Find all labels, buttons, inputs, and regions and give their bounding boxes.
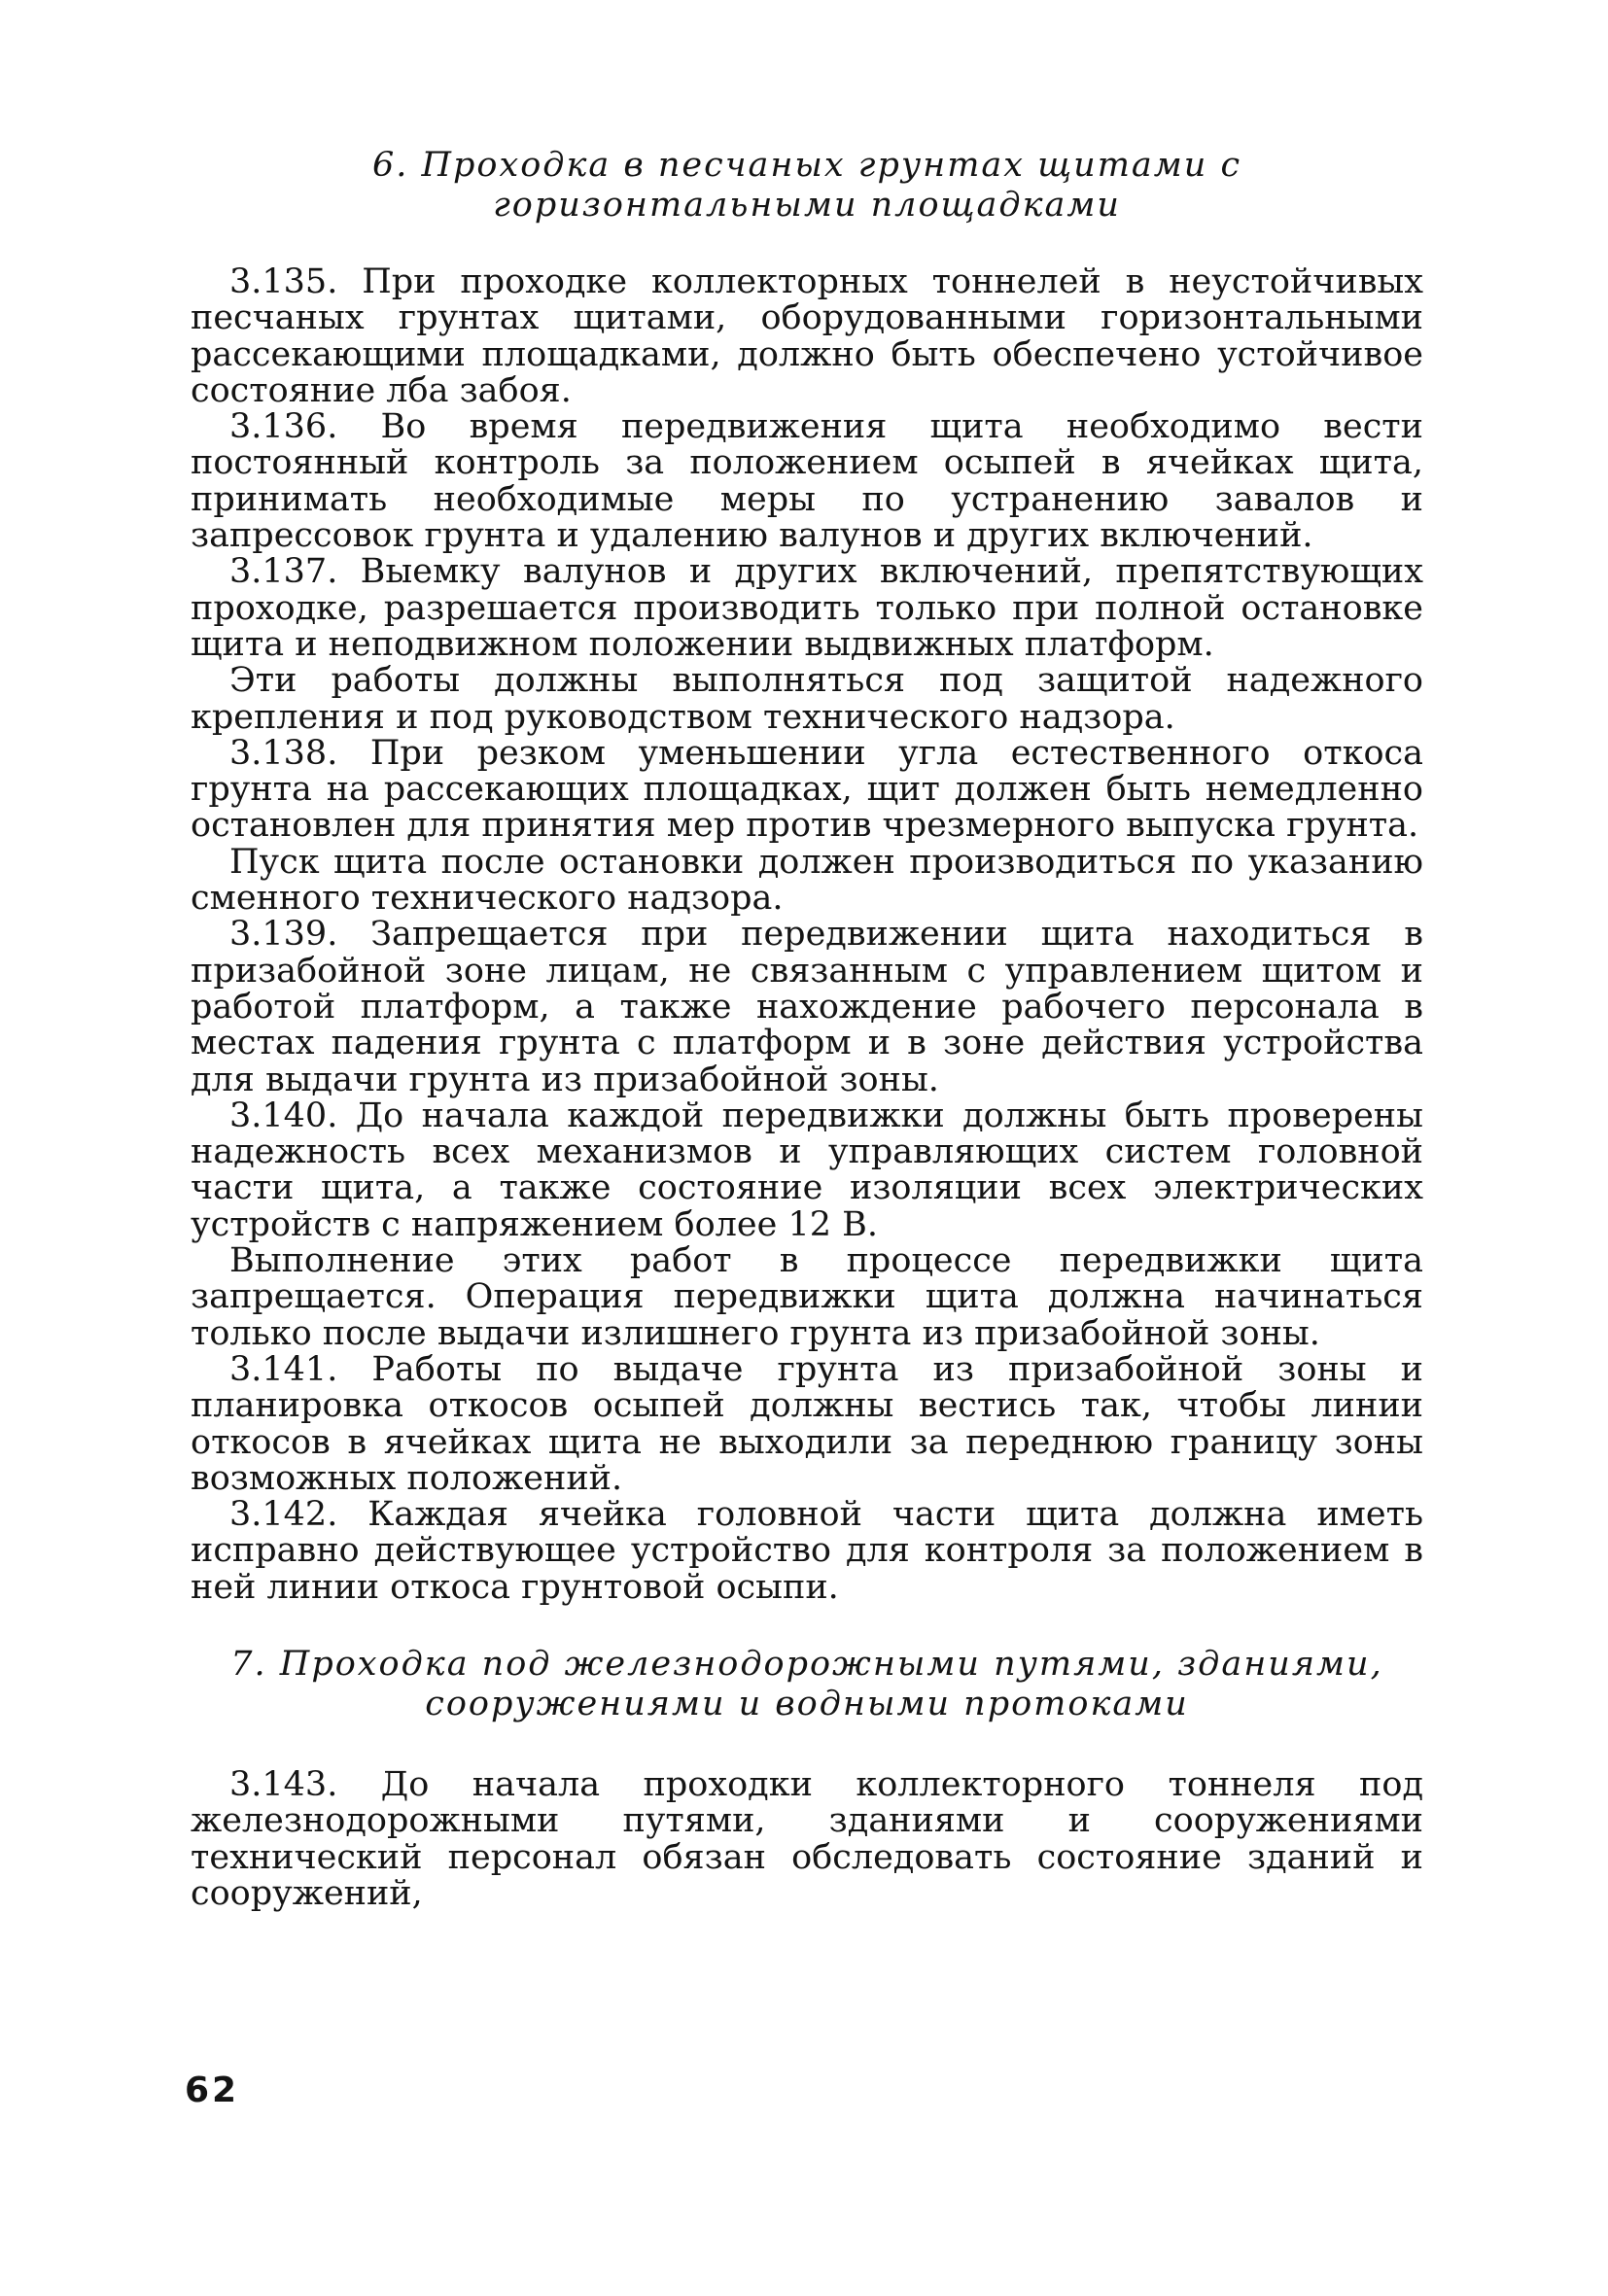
paragraph-3-135: 3.135. При проходке коллекторных тоннелей в неустойчивых песчаных грунтах щитами, оборудованными горизонтальными рассекающими площадками, должно быть обеспечено устойчивое состояние лба забоя.: [191, 262, 1423, 410]
page-content: [191, 146, 1423, 1912]
page-number: 62: [185, 2070, 240, 2110]
paragraph-3-139: 3.139. Запрещается при передвижении щита находиться в призабойной зоне лицам, не связанным с управлением щитом и работой платформ, а также нахождение рабочего персонала в местах падения грунта с платформ и в зоне действия устройства для выдачи грунта из призабойной зоны.: [191, 915, 1423, 1099]
paragraph-3-138: 3.138. При резком уменьшении угла естественного откоса грунта на рассекающих площадках, щит должен быть немедленно остановлен для принятия мер против чрезмерного выпуска грунта.: [191, 733, 1423, 846]
paragraph-3-141: 3.141. Работы по выдаче грунта из призабойной зоны и планировка откосов осыпей должны вестись так, чтобы линии откосов в ячейках щита не выходили за переднюю границу зоны возможных положений.: [191, 1349, 1423, 1498]
paragraph-3-143: 3.143. До начала проходки коллекторного тоннеля под железнодорожными путями, зданиями и сооружениями технический персонал обязан обследовать состояние зданий и сооружений,: [191, 1764, 1423, 1913]
paragraph-3-137: 3.137. Выемку валунов и других включений, препятствующих проходке, разрешается производить только при полной остановке щита и неподвижном положении выдвижных платформ.: [191, 552, 1423, 664]
paragraph-3-140-continued: Выполнение этих работ в процессе передвижки щита запрещается. Операция передвижки щита должна начинаться только после выдачи излишнего грунта из призабойной зоны.: [191, 1241, 1423, 1353]
paragraph-3-138-continued: Пуск щита после остановки должен производиться по указанию сменного технического надзора.: [191, 842, 1423, 919]
paragraph-3-137-continued: Эти работы должны выполняться под защитой надежного крепления и под руководством технического надзора.: [191, 661, 1423, 737]
section-6-heading: 6. Проходка в песчаных грунтах щитами с горизонтальными площадками: [371, 146, 1242, 225]
paragraph-3-140: 3.140. До начала каждой передвижки должны быть проверены надежность всех механизмов и управляющих систем головной части щита, а также состояние изоляции всех электрических устройств с напряжением более 12 В.: [191, 1096, 1423, 1244]
paragraph-3-142: 3.142. Каждая ячейка головной части щита должна иметь исправно действующее устройство для контроля за положением в ней линии откоса грунтовой осыпи.: [191, 1495, 1423, 1607]
paragraph-3-136: 3.136. Во время передвижения щита необходимо вести постоянный контроль за положением осыпей в ячейках щита, принимать необходимые меры по устранению завалов и запрессовок грунта и удалению валунов и других включений.: [191, 407, 1423, 556]
section-7-heading: 7. Проходка под железнодорожными путями, зданиями, сооружениями и водными протоками: [230, 1644, 1383, 1723]
